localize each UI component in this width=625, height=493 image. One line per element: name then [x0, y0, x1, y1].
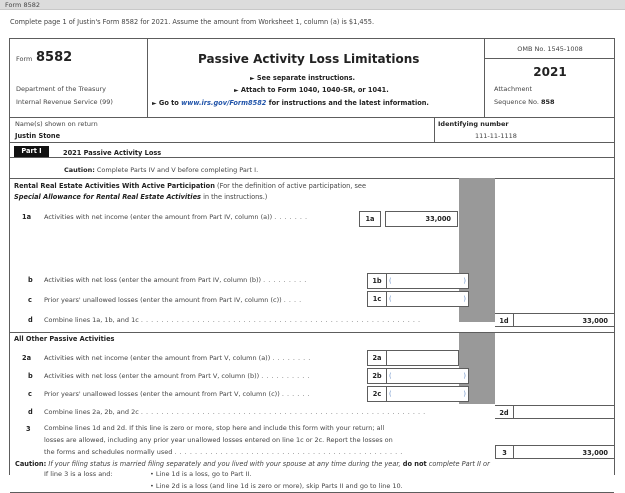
line-2b-text: [44, 372, 310, 380]
bottom-caution-text-2: complete Part II or: [428, 460, 490, 468]
bullet-text: Line 2d is a loss (and line 1d is zero or more), skip Parts II and go to line 10.: [155, 482, 403, 490]
part-1-caution: [64, 166, 258, 174]
bullet-text: Line 1d is a loss, go to Part II.: [155, 470, 252, 478]
line-3-text-3: [44, 447, 458, 458]
attachment-label: Attachment: [494, 85, 533, 93]
rental-heading-title: Rental Real Estate Activities With Active Participation: [14, 182, 215, 190]
line-1d-input[interactable]: [513, 313, 614, 327]
line-1d-label: 1d: [495, 313, 513, 327]
line-1b-text: [44, 276, 307, 284]
line-2d-input[interactable]: [513, 405, 614, 419]
line-1a-label: 1a: [359, 211, 381, 227]
line-text: Activities with net income (enter the amount from Part V, column (a)): [44, 354, 271, 362]
leader-dots: . . . . . .: [281, 390, 311, 398]
line-text: the forms and schedules normally used: [44, 448, 173, 456]
leader-dots: . . . . . . . .: [272, 354, 311, 362]
line-number: 3: [26, 425, 31, 433]
line-1d-value: 33,000: [582, 317, 608, 325]
line-1b-label: 1b: [367, 273, 387, 289]
line-3-if-loss: If line 3 is a loss and:: [44, 470, 113, 478]
leader-dots: . . . . . . . . . . . . . . . . . . . . . . . . . . . . . . . . . . . . . . . . . . . . .: [174, 448, 403, 456]
line-3-bullet-1: • Line 1d is a loss, go to Part II.: [150, 470, 252, 478]
subtitle-website-post: for instructions and the latest information.: [268, 99, 429, 107]
line-3-text-2: losses are allowed, including any prior year unallowed losses entered on line 1c or 2c. Report the losses on: [44, 436, 393, 444]
sequence-label: Sequence No.: [494, 98, 539, 106]
line-number: c: [28, 296, 32, 304]
line-2d-label: 2d: [495, 405, 513, 419]
form-word: Form: [16, 55, 33, 63]
line-text: Activities with net loss (enter the amount from Part V, column (b)): [44, 372, 260, 380]
arrow-right-icon: ►: [234, 87, 239, 94]
caution-label: Caution:: [64, 166, 95, 174]
bottom-caution-line: [15, 460, 490, 468]
bottom-caution-label: Caution:: [15, 460, 47, 468]
department-line-1: Department of the Treasury: [16, 85, 107, 93]
leader-dots: . . . . . . . . . . . . . . . . . . . . . . . . . . . . . . . . . . . . . . . . . . . . . . . . . . . . . . . .: [140, 408, 426, 416]
leader-dots: . . . . . . . . .: [263, 276, 307, 284]
header-right: [484, 39, 615, 117]
line-2a-label: 2a: [367, 350, 387, 366]
leader-dots: . . . .: [283, 296, 302, 304]
leader-dots: . . . . . . .: [274, 213, 308, 221]
paren-open: (: [389, 372, 392, 380]
line-2c-label: 2c: [367, 386, 387, 402]
irs-link[interactable]: www.irs.gov/Form8582: [181, 99, 267, 107]
bottom-caution-text: If your filing status is married filing separately and you lived with your spouse at any time during the year,: [48, 460, 401, 468]
other-heading-title: All Other Passive Activities: [14, 335, 115, 343]
line-3-text-1: Combine lines 1d and 2d. If this line is zero or more, stop here and include this form with your return; all: [44, 424, 385, 432]
line-1c-input[interactable]: [387, 291, 469, 307]
part-1-header: [10, 143, 614, 158]
section-divider: [10, 332, 614, 333]
line-1c-label: 1c: [367, 291, 387, 307]
caution-text: Complete Parts IV and V before completing Part I.: [96, 166, 259, 174]
taxpayer-row: [10, 117, 614, 143]
line-text: Combine lines 1a, 1b, and 1c: [44, 316, 139, 324]
top-bar-title: Form 8582: [5, 1, 40, 9]
line-1a-value: 33,000: [425, 215, 451, 223]
paren-open: (: [389, 277, 392, 285]
line-2d-text: [44, 408, 458, 416]
id-label: Identifying number: [438, 120, 509, 128]
bottom-caution-bold: do not: [402, 460, 427, 468]
line-2c-input[interactable]: [387, 386, 469, 402]
top-bar: [0, 0, 625, 10]
omb-number: OMB No. 1545-1008: [485, 39, 615, 59]
line-text: Prior years' unallowed losses (enter the amount from Part V, column (c)): [44, 390, 280, 398]
line-2a-text: [44, 354, 311, 362]
section-divider: [10, 178, 614, 179]
rental-heading: [14, 182, 366, 190]
paren-close: ): [463, 372, 466, 380]
part-1-badge: Part I: [14, 146, 49, 157]
line-3-input[interactable]: [513, 445, 614, 459]
paren-open: (: [389, 390, 392, 398]
special-allowance-note: in the instructions.): [203, 193, 268, 201]
department-line-2: Internal Revenue Service (99): [16, 98, 113, 106]
line-3-value: 33,000: [582, 449, 608, 457]
id-divider: [434, 117, 435, 143]
paren-close: ): [463, 277, 466, 285]
paren-close: ): [463, 295, 466, 303]
line-1a-input[interactable]: [385, 211, 458, 227]
line-number: b: [28, 372, 33, 380]
line-text: Activities with net loss (enter the amount from Part IV, column (b)): [44, 276, 262, 284]
line-text: Activities with net income (enter the amount from Part IV, column (a)): [44, 213, 273, 221]
line-text: Combine lines 2a, 2b, and 2c: [44, 408, 139, 416]
line-1c-text: [44, 296, 302, 304]
line-2c-text: [44, 390, 310, 398]
subtitle-website-pre: Go to: [158, 99, 179, 107]
form-title: Passive Activity Loss Limitations: [198, 52, 420, 66]
instruction-text: Complete page 1 of Justin's Form 8582 for 2021. Assume the amount from Worksheet 1, column (a) is $1,455.: [10, 18, 375, 26]
line-1a-text: [44, 213, 308, 221]
sequence-number: [494, 98, 555, 106]
line-2b-label: 2b: [367, 368, 387, 384]
line-3-label: 3: [495, 445, 513, 459]
leader-dots: . . . . . . . . . .: [261, 372, 310, 380]
line-number: b: [28, 276, 33, 284]
line-number: d: [28, 408, 33, 416]
name-label: Name(s) shown on return: [15, 120, 98, 128]
part-1-title: 2021 Passive Activity Loss: [63, 149, 162, 157]
line-number: d: [28, 316, 33, 324]
tax-year: 2021: [533, 65, 567, 79]
subtitle-attach: [234, 86, 389, 94]
line-number: 1a: [22, 213, 32, 221]
line-text: Prior years' unallowed losses (enter the amount from Part IV, column (c)): [44, 296, 282, 304]
rental-special: [14, 193, 267, 201]
paren-open: (: [389, 295, 392, 303]
other-heading: [14, 335, 114, 343]
line-1b-input[interactable]: [387, 273, 469, 289]
subtitle-attach-text: Attach to Form 1040, 1040-SR, or 1041.: [240, 86, 389, 94]
subtitle-instructions-text: See separate instructions.: [256, 74, 356, 82]
special-allowance-title: Special Allowance for Rental Real Estate Activities: [14, 193, 201, 201]
header-left: [10, 39, 148, 117]
leader-dots: . . . . . . . . . . . . . . . . . . . . . . . . . . . . . . . . . . . . . . . . . . . . . . . . . . . . . . .: [140, 316, 421, 324]
line-3-bullet-2: • Line 2d is a loss (and line 1d is zero or more), skip Parts II and go to line 10.: [150, 482, 403, 490]
paren-close: ): [463, 390, 466, 398]
subtitle-website: [152, 99, 429, 107]
line-number: 2a: [22, 354, 32, 362]
arrow-right-icon: ►: [152, 100, 157, 107]
line-number: c: [28, 390, 32, 398]
rental-heading-note: (For the definition of active participation, see: [217, 182, 367, 190]
sequence-value: 858: [541, 98, 555, 106]
header-center: [148, 39, 484, 117]
line-2b-input[interactable]: [387, 368, 469, 384]
taxpayer-name[interactable]: Justin Stone: [15, 132, 61, 140]
taxpayer-id[interactable]: 111-11-1118: [475, 132, 517, 140]
arrow-right-icon: ►: [250, 75, 255, 82]
form-number: 8582: [36, 50, 73, 65]
line-2a-input[interactable]: [387, 350, 459, 366]
form-8582: [9, 38, 615, 490]
line-1d-text: [44, 316, 458, 324]
subtitle-instructions: [250, 74, 355, 82]
